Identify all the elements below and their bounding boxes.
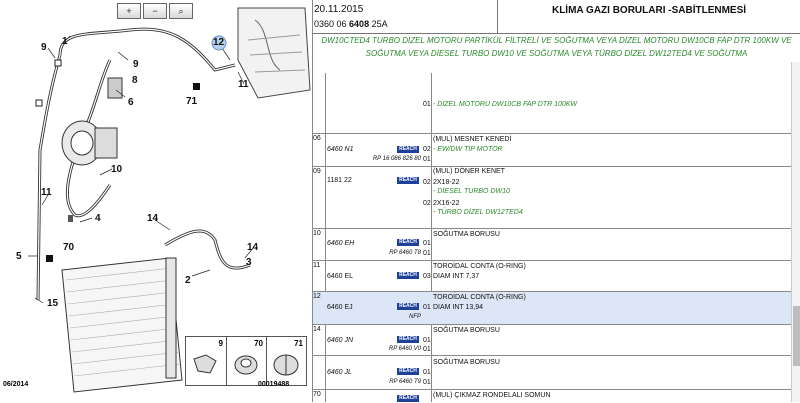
table-row[interactable]: 70 REACH (MUL) ÇIKMAZ RONDELALI SOMUN [313,389,800,403]
reach-badge: REACH [397,303,419,310]
thumb-9[interactable]: 9 [186,337,227,385]
callout-4: 4 [95,213,101,224]
callout-5: 5 [16,251,22,262]
zoom-in-button[interactable]: + [117,3,141,19]
parts-header [313,0,800,34]
callout-71: 71 [186,96,198,107]
page-title: KLİMA GAZI BORULARI -SABİTLENMESİ [551,5,747,16]
engine-description: DW10CTED4 TURBO DİZEL MOTORU PARTİKÜL FİLTRELİ VE SOĞUTMA VEYA DİZEL MOTORU DW10CB FAP DTR 100KW VE SOĞUTMA VEYA DİESEL TURBO DW10 VE SOĞUTMA VEYA TÜRBO DİZEL DW12TED4 VE SOĞUTMA [321,36,792,58]
table-row[interactable]: 10 6460 EH REACH RP 6460 T8 SOĞUTMA BORUSU 01 01 [313,228,800,261]
callout-8: 8 [132,75,138,86]
diagram-code: 00019488 [258,381,290,388]
callout-70: 70 [63,242,75,253]
diagram-date: 06/2014 [3,381,29,388]
zoom-fit-button[interactable]: ⌕ [169,3,193,19]
reach-badge: REACH [397,177,419,184]
parts-list-panel [313,0,800,402]
table-row[interactable]: 09 1181 22 REACH (MUL) DÖNER KENET 02 2X18-22 - DİESEL TURBO DW10 02 2X16-22 - TÜRBO DİZEL DW12TED4 [313,166,800,229]
callout-11a: 11 [238,79,249,90]
parts-diagram[interactable] [0,0,313,402]
table-row[interactable]: 14 6460 JN REACH RP 6460 V0 SOĞUTMA BORUSU 01 01 [313,324,800,356]
table-row-selected[interactable]: 12 6460 EJ REACH NFP TOROİDAL CONTA (O-RING) 01 DIAM INT 13,94 [313,291,800,325]
zoom-out-button[interactable]: − [143,3,167,19]
callout-14b: 14 [247,242,259,253]
callout-14a: 14 [147,213,159,224]
callout-3: 3 [246,257,252,268]
callout-9a: 9 [41,42,47,53]
table-row[interactable]: 6460 JL REACH RP 6460 T9 SOĞUTMA BORUSU 01 01 [313,355,800,390]
detail-thumbnails [185,336,307,386]
reach-badge: REACH [397,395,419,402]
callout-2: 2 [185,275,191,286]
header-code: 0360 06 6408 25A [314,19,388,29]
thumb-71[interactable]: 71 [266,337,306,385]
callout-12: 12 [213,37,225,48]
callout-11b: 11 [41,187,52,198]
reach-badge: REACH [397,239,419,246]
callout-9b: 9 [133,59,139,70]
reach-badge: REACH [397,146,419,153]
reach-badge: REACH [397,368,419,375]
callout-1: 1 [62,36,68,47]
header-date: 20.11.2015 [314,4,364,15]
reach-badge: REACH [397,336,419,343]
reach-badge: REACH [397,272,419,279]
table-row[interactable]: 11 6460 EL REACH TOROİDAL CONTA (O-RING) 03 DIAM INT 7,37 [313,260,800,292]
callout-10: 10 [111,164,123,175]
table-row[interactable]: 06 6460 N1 REACH RP 16 086 826 80 (MUL) MESNET KENEDİ 02 - EW/DW TİP MOTOR 01 [313,133,800,167]
vertical-scrollbar[interactable] [791,62,800,402]
callout-15: 15 [47,298,59,309]
scrollbar-thumb[interactable] [793,306,800,366]
thumb-70[interactable]: 70 [226,337,267,385]
table-row[interactable]: 01 - DİZEL MOTORU DW10CB FAP DTR 100KW [423,101,578,108]
callout-6: 6 [128,97,134,108]
